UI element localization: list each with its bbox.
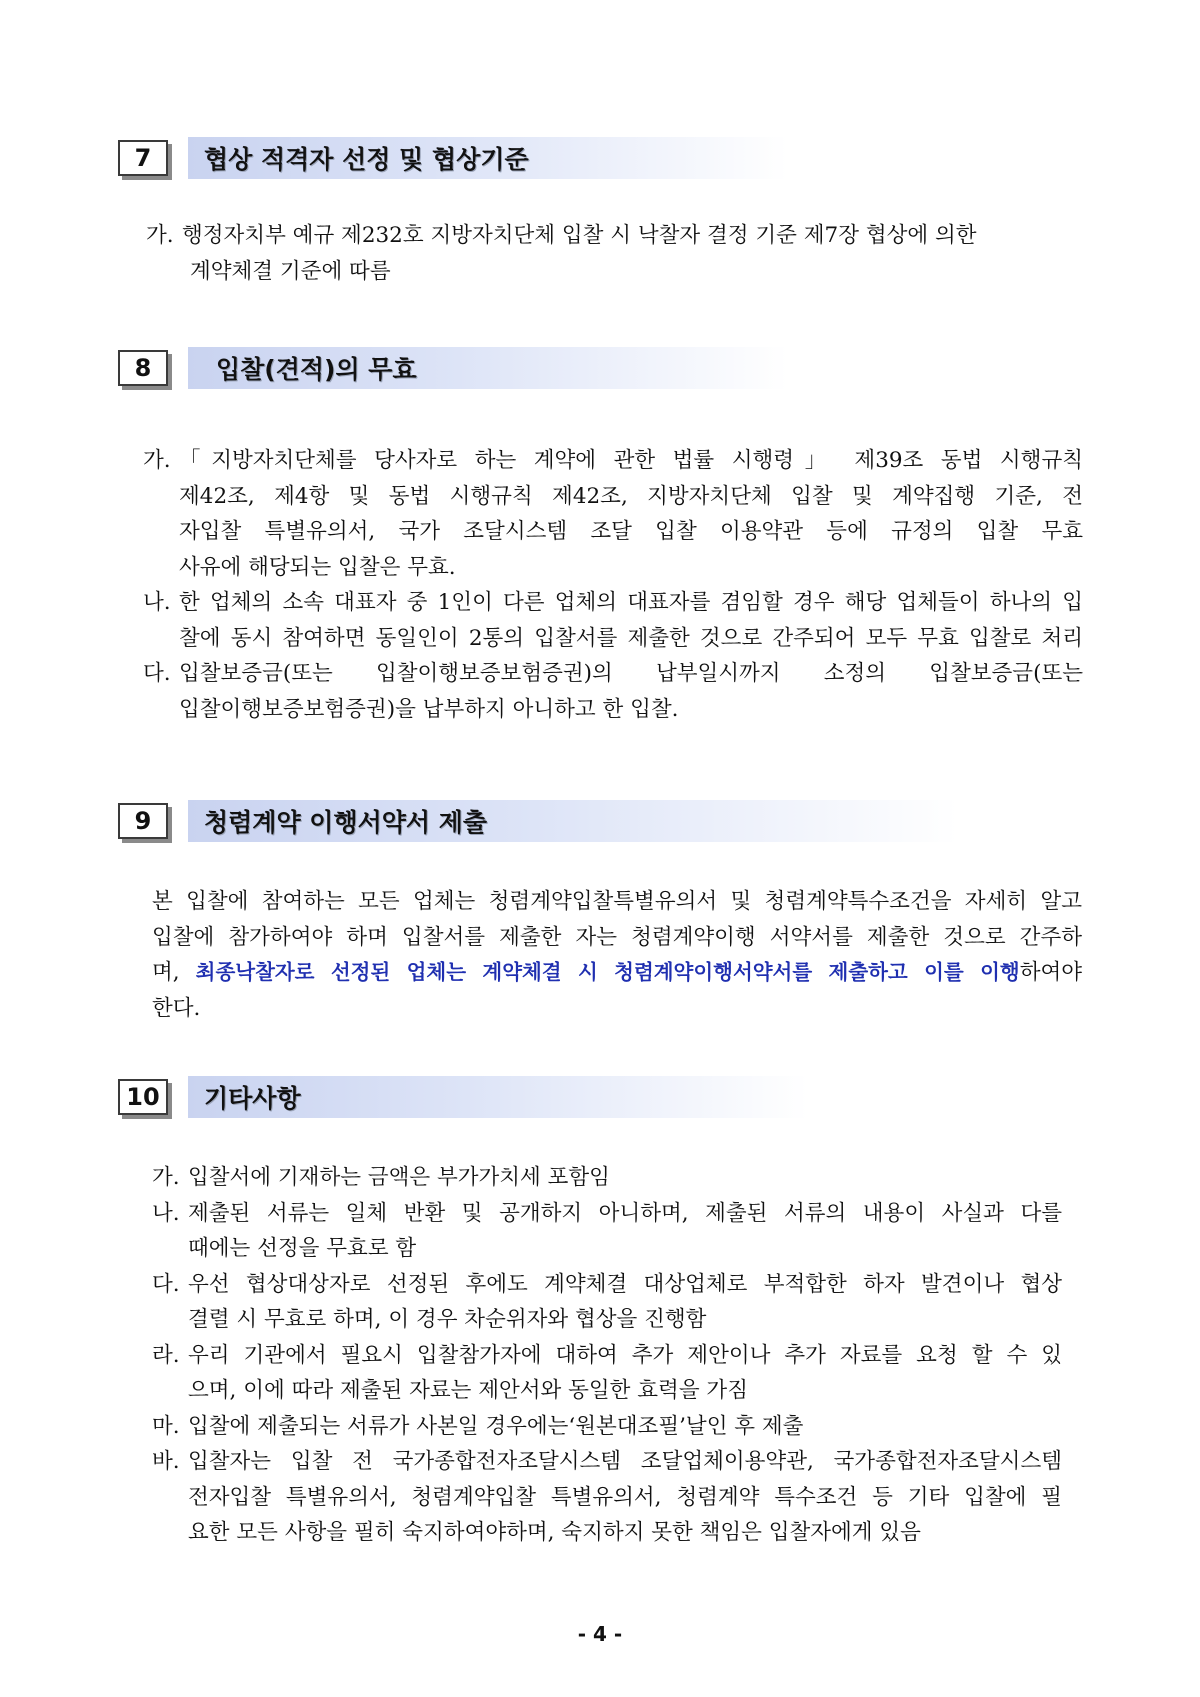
item-line: 입찰보증금(또는 입찰이행보증보험증권)의 납부일시까지 소정의 입찰보증금(또는 <box>179 661 1083 686</box>
item-line: 전자입찰 특별유의서, 청렴계약입찰 특별유의서, 청렴계약 특수조건 등 기타 입찰에 필 <box>188 1484 1062 1510</box>
section-number-box: 9 <box>118 803 168 839</box>
list-item <box>146 218 1046 289</box>
section-7-header <box>118 137 529 179</box>
item-line: 입찰이행보증보험증권)을 납부하지 아니하고 한 입찰. <box>179 696 679 722</box>
section-title: 협상 적격자 선정 및 협상기준 <box>188 137 788 179</box>
item-marker: 나. <box>143 590 171 615</box>
item-line: 으며, 이에 따라 제출된 자료는 제안서와 동일한 효력을 가짐 <box>188 1378 748 1403</box>
item-line: 한 업체의 소속 대표자 중 1인이 다른 업체의 대표자를 겸임할 경우 해당 업체들이 하나의 입 <box>179 590 1083 615</box>
list-item <box>152 1444 1062 1551</box>
item-marker: 라. <box>152 1342 180 1368</box>
section-number-box: 10 <box>118 1079 168 1115</box>
list-item <box>152 1267 1062 1338</box>
item-line: 입찰자는 입찰 전 국가종합전자조달시스템 조달업체이용약관, 국가종합전자조달시스템 <box>188 1449 1062 1474</box>
item-line: 제42조, 제4항 및 동법 시행규칙 제42조, 지방자치단체 입찰 및 계약집행 기준, 전 <box>179 483 1083 509</box>
item-line: 「지방자치단체를 당사자로 하는 계약에 관한 법률 시행령」 제39조 동법 시행규칙 <box>179 448 1083 473</box>
item-marker: 마. <box>152 1413 180 1439</box>
section-10-body <box>152 1160 1062 1551</box>
item-marker: 바. <box>152 1449 180 1474</box>
highlight-text: 최종낙찰자로 선정된 업체는 계약체결 시 청렴계약이행서약서를 제출하고 이를 이행 <box>195 960 1020 984</box>
item-line: 사유에 해당되는 입찰은 무효. <box>179 554 456 580</box>
item-marker: 다. <box>143 661 171 686</box>
item-marker: 가. <box>152 1165 180 1190</box>
item-marker: 가. <box>143 448 171 473</box>
list-item <box>143 443 1083 585</box>
list-item <box>152 1160 1062 1196</box>
body-line: 며, 최종낙찰자로 선정된 업체는 계약체결 시 청렴계약이행서약서를 제출하고 이를 이행하여야 <box>152 960 1082 985</box>
section-title: 입찰(견적)의 무효 <box>188 347 788 389</box>
list-item <box>152 1196 1062 1267</box>
list-item <box>143 585 1083 656</box>
item-line: 입찰서에 기재하는 금액은 부가가치세 포함임 <box>188 1165 610 1190</box>
item-marker: 다. <box>152 1271 180 1297</box>
item-line: 계약체결 기준에 따름 <box>190 258 391 284</box>
section-8-body <box>143 443 1083 727</box>
list-item <box>143 656 1083 727</box>
section-title: 기타사항 <box>188 1076 808 1118</box>
item-line: 결렬 시 무효로 하며, 이 경우 차순위자와 협상을 진행함 <box>188 1307 707 1332</box>
item-line: 제출된 서류는 일체 반환 및 공개하지 아니하며, 제출된 서류의 내용이 사실과 다를 <box>188 1200 1062 1226</box>
item-line: 입찰에 제출되는 서류가 사본일 경우에는‘원본대조필’날인 후 제출 <box>188 1413 804 1439</box>
item-line: 우리 기관에서 필요시 입찰참가자에 대하여 추가 제안이나 추가 자료를 요청 할 수 있 <box>188 1342 1062 1368</box>
section-7-body <box>146 218 1046 289</box>
page-number: - 4 - <box>577 1622 623 1646</box>
section-9-body <box>152 884 1082 1026</box>
item-line: 행정자치부 예규 제232호 지방자치단체 입찰 시 낙찰자 결정 기준 제7장 협상에 의한 <box>182 223 977 248</box>
item-line: 때에는 선정을 무효로 함 <box>188 1236 417 1261</box>
item-marker: 나. <box>152 1200 180 1226</box>
body-line: 한다. <box>152 995 201 1021</box>
item-line: 요한 모든 사항을 필히 숙지하여야하며, 숙지하지 못한 책임은 입찰자에게 있음 <box>188 1520 921 1545</box>
item-line: 우선 협상대상자로 선정된 후에도 계약체결 대상업체로 부적합한 하자 발견이나 협상 <box>188 1271 1062 1297</box>
item-line: 자입찰 특별유의서, 국가 조달시스템 조달 입찰 이용약관 등에 규정의 입찰 무효 <box>179 519 1083 544</box>
section-number-box: 7 <box>118 140 168 176</box>
section-10-header <box>118 1076 301 1118</box>
item-marker: 가. <box>146 223 174 248</box>
section-8-header <box>118 347 417 389</box>
item-line: 찰에 동시 참여하면 동일인이 2통의 입찰서를 제출한 것으로 간주되어 모두 무효 입찰로 처리 <box>179 625 1083 651</box>
section-number-box: 8 <box>118 350 168 386</box>
list-item <box>152 1409 1062 1445</box>
section-9-header <box>118 800 488 842</box>
body-line: 입찰에 참가하여야 하며 입찰서를 제출한 자는 청렴계약이행 서약서를 제출한 것으로 간주하 <box>152 924 1082 950</box>
section-title: 청렴계약 이행서약서 제출 <box>188 800 958 842</box>
body-line: 본 입찰에 참여하는 모든 업체는 청렴계약입찰특별유의서 및 청렴계약특수조건을 자세히 알고 <box>152 889 1082 914</box>
list-item <box>152 1338 1062 1409</box>
